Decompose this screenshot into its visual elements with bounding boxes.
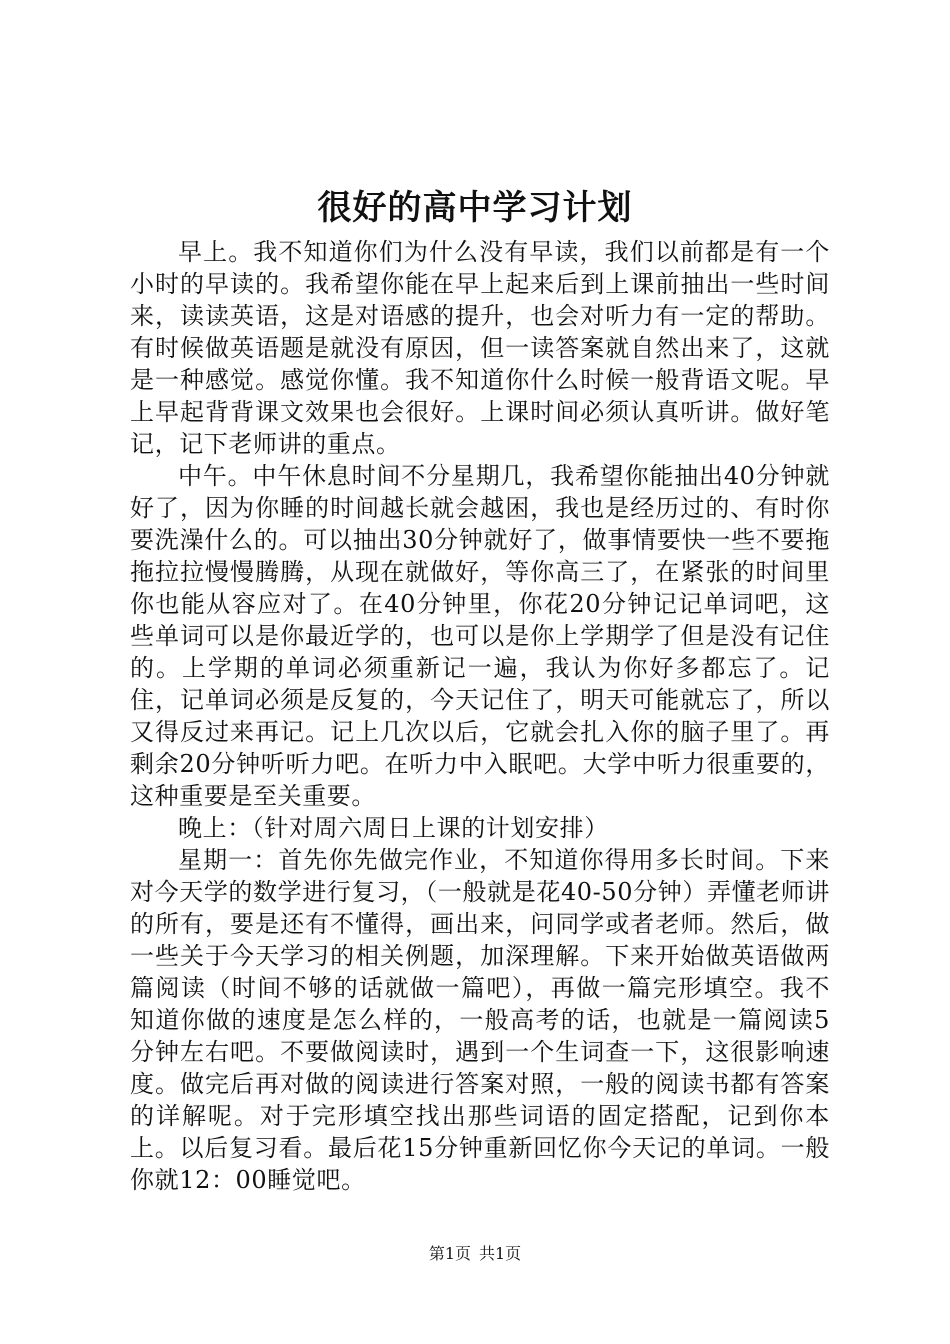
page-total: 共1页 [479, 1244, 522, 1263]
page-number: 第1页 [428, 1244, 471, 1263]
document-body [130, 236, 830, 1196]
paragraph-noon: 中午。中午休息时间不分星期几，我希望你能抽出40分钟就好了，因为你睡的时间越长就会越困，我也是经历过的、有时你要洗澡什么的。可以抽出30分钟就好了，做事情要快一些不要拖拖拉拉慢慢腾腾，从现在就做好，等你高三了，在紧张的时间里你也能从容应对了。在40分钟里，你花20分钟记记单词吧，这些单词可以是你最近学的，也可以是你上学期学了但是没有记住的。上学期的单词必须重新记一遍，我认为你好多都忘了。记住，记单词必须是反复的，今天记住了，明天可能就忘了，所以又得反过来再记。记上几次以后，它就会扎入你的脑子里了。再剩余20分钟听听力吧。在听力中入眠吧。大学中听力很重要的，这种重要是至关重要。 [130, 462, 830, 810]
document-title: 很好的高中学习计划 [317, 188, 633, 228]
paragraph-morning: 早上。我不知道你们为什么没有早读，我们以前都是有一个小时的早读的。我希望你能在早上起来后到上课前抽出一些时间来，读读英语，这是对语感的提升，也会对听力有一定的帮助。有时候做英语题是就没有原因，但一读答案就自然出来了，这就是一种感觉。感觉你懂。我不知道你什么时候一般背语文呢。早上早起背背课文效果也会很好。上课时间必须认真听讲。做好笔记，记下老师讲的重点。 [130, 238, 830, 458]
paragraph-monday: 星期一：首先你先做完作业，不知道你得用多长时间。下来对今天学的数学进行复习，（一般就是花40-50分钟）弄懂老师讲的所有，要是还有不懂得，画出来，问同学或者老师。然后，做一些关于今天学习的相关例题，加深理解。下来开始做英语做两篇阅读（时间不够的话就做一篇吧），再做一篇完形填空。我不知道你做的速度是怎么样的，一般高考的话，也就是一篇阅读5分钟左右吧。不要做阅读时，遇到一个生词查一下，这很影响速度。做完后再对做的阅读进行答案对照，一般的阅读书都有答案的详解呢。对于完形填空找出那些词语的固定搭配，记到你本上。以后复习看。最后花15分钟重新回忆你今天记的单词。一般你就12：00睡觉吧。 [130, 846, 830, 1194]
page-footer [0, 1243, 950, 1265]
paragraph-evening-heading: 晚上：（针对周六周日上课的计划安排） [178, 814, 609, 842]
